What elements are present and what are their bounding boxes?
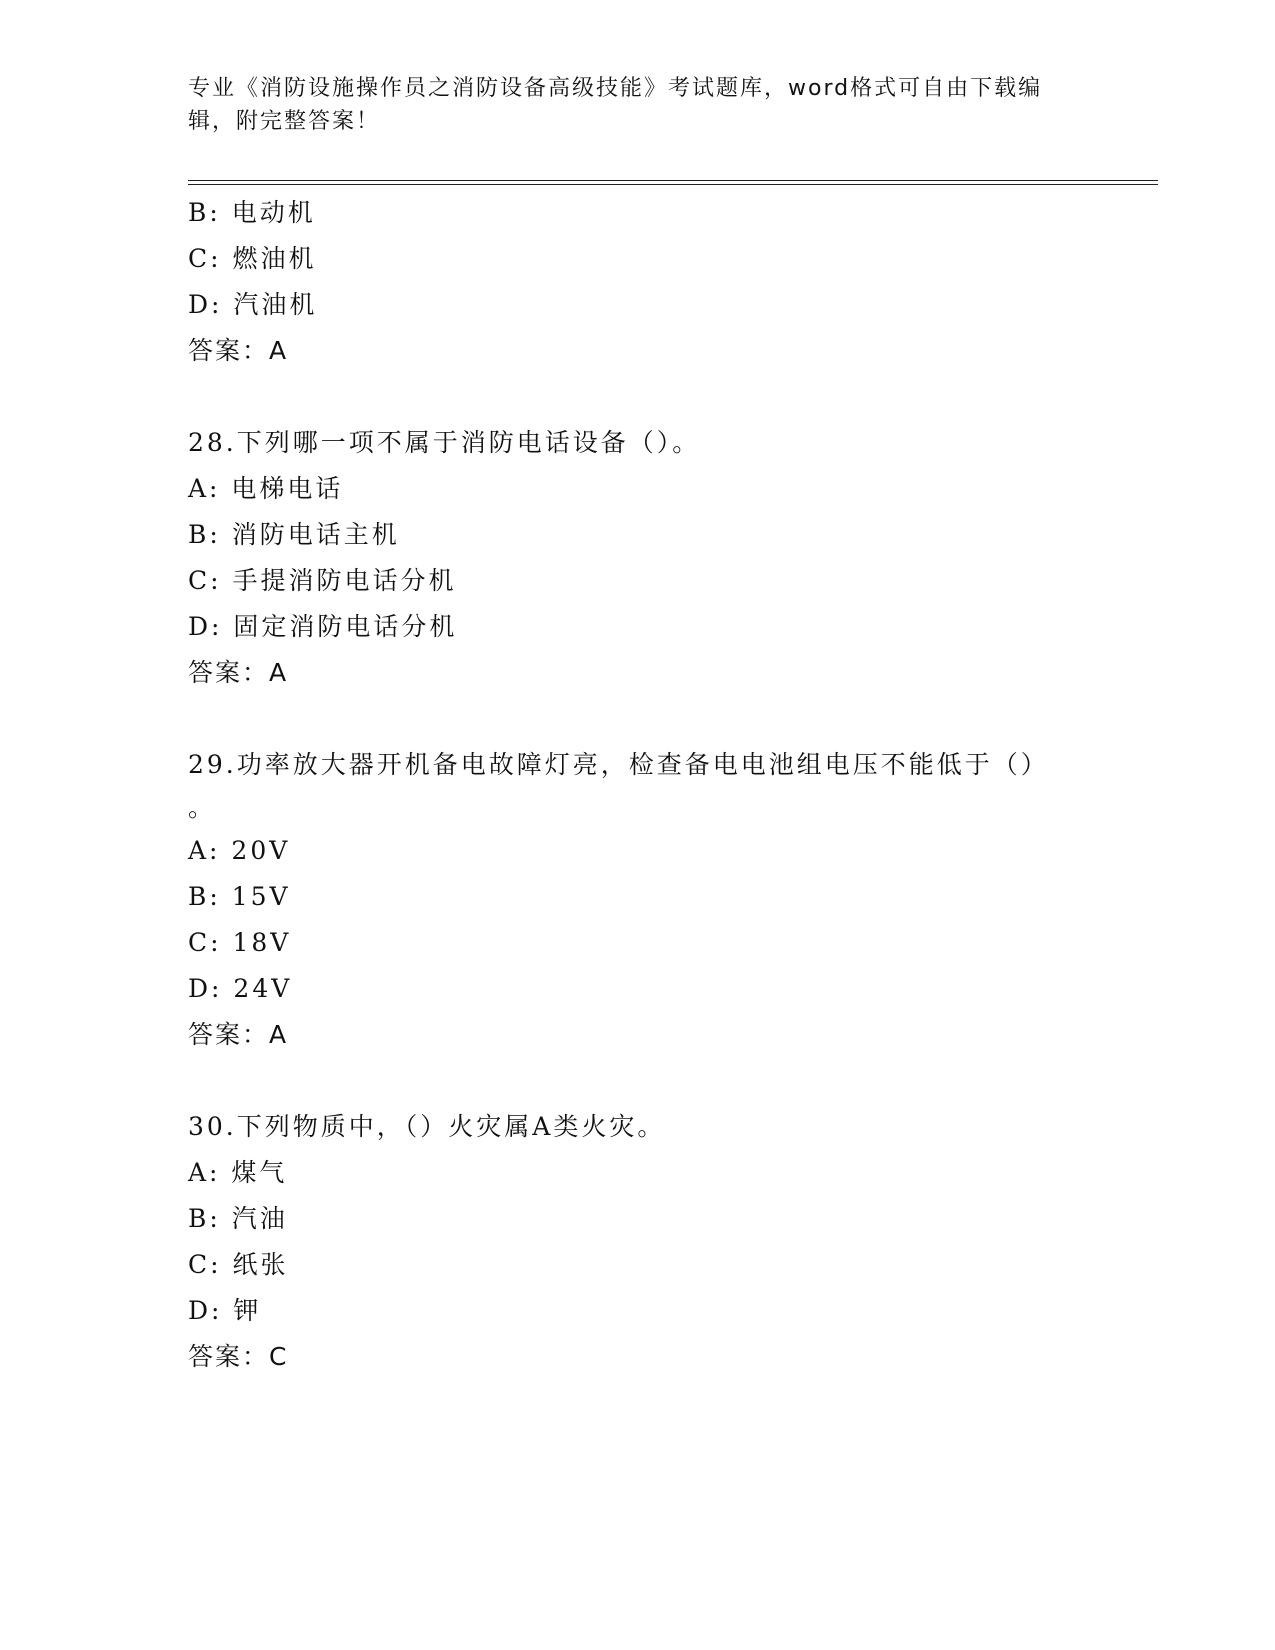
question-29 (188, 742, 1088, 1058)
question-stem-continuation: 。 (188, 793, 214, 822)
option-a: A: 20V (188, 836, 291, 865)
question-stem: 29.功率放大器开机备电故障灯亮，检查备电电池组电压不能低于（） (188, 750, 1049, 779)
answer-line: 答案：A (188, 1020, 289, 1049)
answer-line: 答案：A (188, 658, 289, 687)
option-b: B: 15V (188, 882, 291, 911)
option-d: D: 固定消防电话分机 (188, 612, 458, 641)
document-body (188, 190, 1088, 1380)
question-stem: 30.下列物质中，（）火灾属A类火灾。 (188, 1112, 666, 1141)
option-d: D: 24V (188, 974, 293, 1003)
question-30 (188, 1104, 1088, 1380)
answer-line: 答案：A (188, 336, 289, 365)
answer-line: 答案：C (188, 1342, 289, 1371)
option-b: B: 汽油 (188, 1204, 288, 1233)
header-divider-second (188, 184, 1158, 185)
option-b: B: 消防电话主机 (188, 520, 400, 549)
page-header (188, 72, 1068, 138)
header-divider (188, 180, 1158, 181)
header-line-2: 辑，附完整答案！ (188, 109, 381, 134)
header-line-1: 专业《消防设施操作员之消防设备高级技能》考试题库，word格式可自由下载编 (188, 76, 1043, 101)
option-c: C: 手提消防电话分机 (188, 566, 457, 595)
option-a: A: 电梯电话 (188, 474, 344, 503)
option-c: C: 18V (188, 928, 292, 957)
option-d: D: 汽油机 (188, 290, 318, 319)
option-c: C: 纸张 (188, 1250, 289, 1279)
option-b: B: 电动机 (188, 198, 316, 227)
option-c: C: 燃油机 (188, 244, 317, 273)
option-a: A: 煤气 (188, 1158, 288, 1187)
question-28 (188, 420, 1088, 696)
prev-question-block (188, 190, 1088, 374)
option-d: D: 钾 (188, 1296, 262, 1325)
question-stem: 28.下列哪一项不属于消防电话设备（）。 (188, 428, 701, 457)
